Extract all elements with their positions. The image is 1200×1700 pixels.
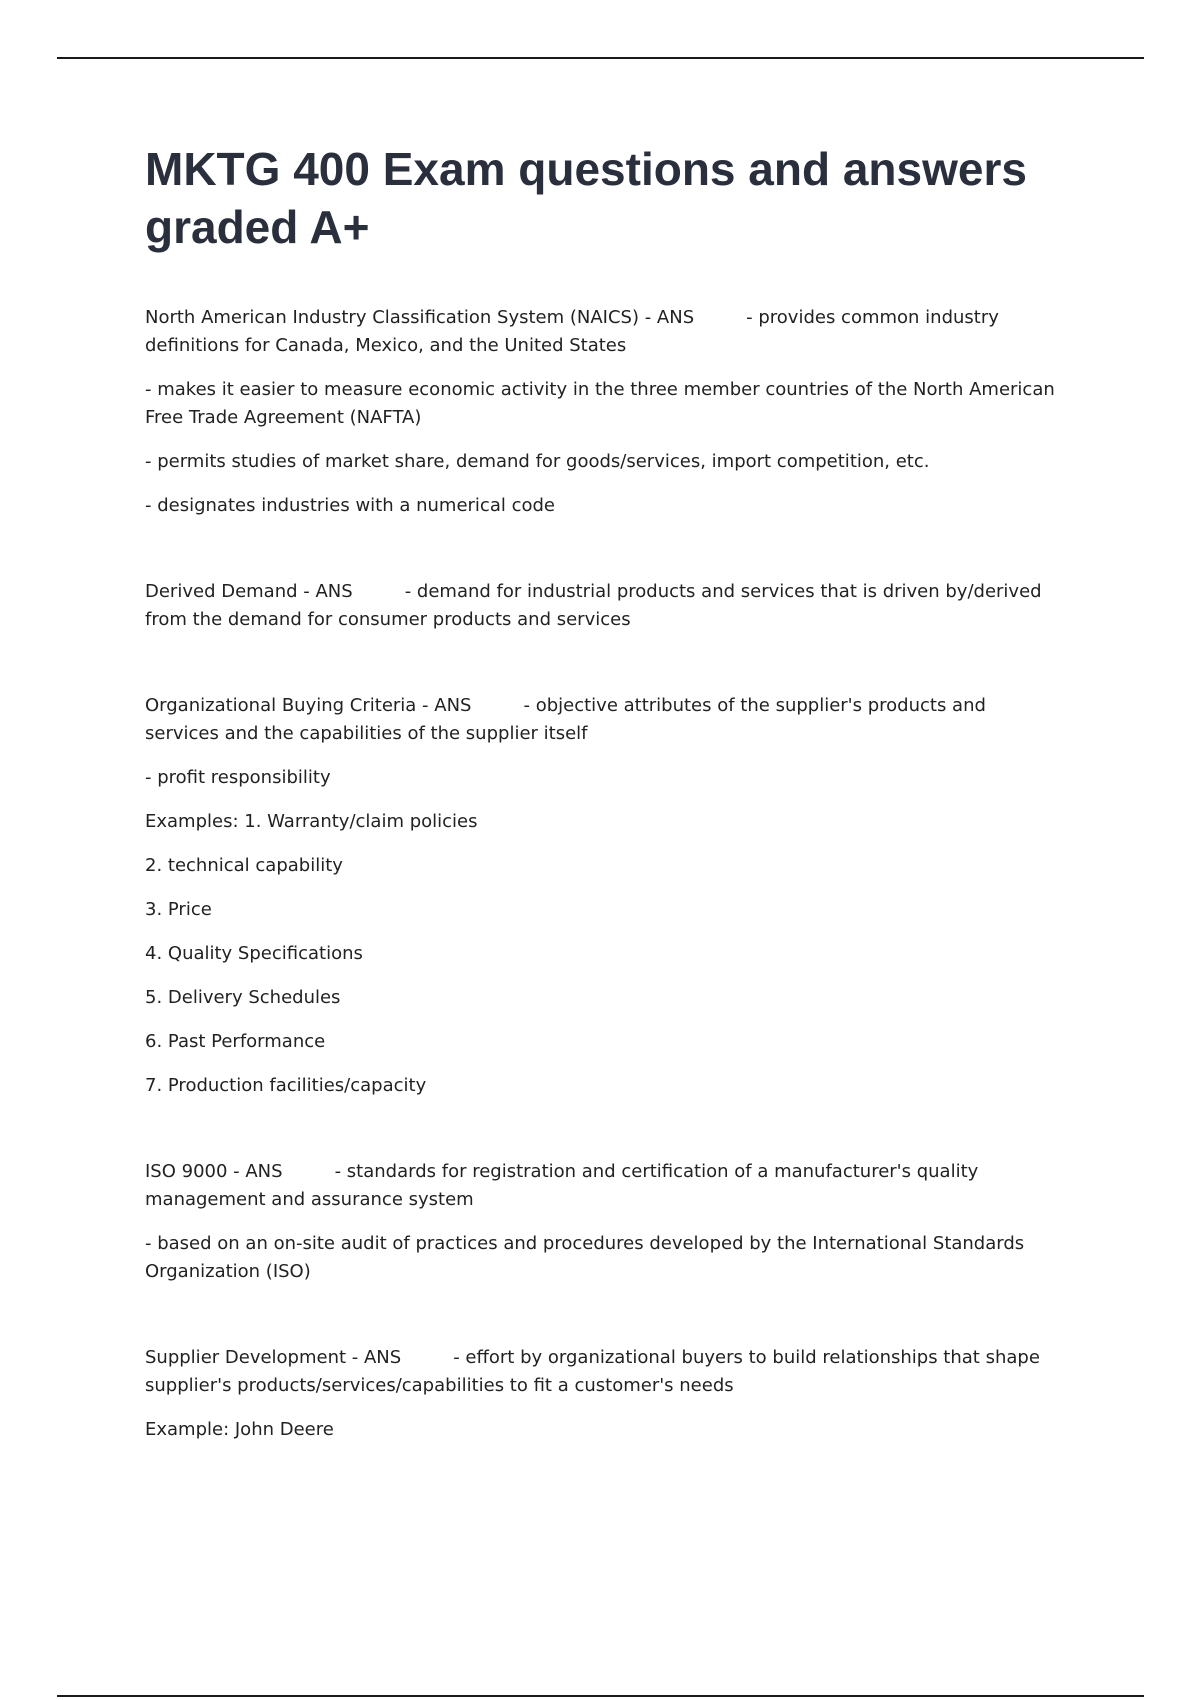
- entry-definition: - provides common industry definitions for Canada, Mexico, and the United States: [145, 307, 999, 356]
- entry-term: North American Industry Classification System (NAICS) - ANS: [145, 307, 695, 328]
- bottom-rule: [57, 1695, 1144, 1697]
- entry-term: Organizational Buying Criteria - ANS: [145, 695, 472, 716]
- entry-detail: 4. Quality Specifications: [145, 943, 363, 964]
- entry-definition: - standards for registration and certification of a manufacturer's quality management and assurance system: [145, 1161, 979, 1210]
- entry-detail: Examples: 1. Warranty/claim policies: [145, 811, 478, 832]
- entry-organizational-buying-criteria: [145, 692, 1060, 1100]
- entry-definition: - effort by organizational buyers to build relationships that shape supplier's products/services/capabilities to fit a customer's needs: [145, 1347, 1040, 1396]
- entry-detail: 3. Price: [145, 899, 212, 920]
- entry-detail: 7. Production facilities/capacity: [145, 1075, 427, 1096]
- entry-definition: - objective attributes of the supplier's products and services and the capabilities of the supplier itself: [145, 695, 986, 744]
- entry-heading: [145, 578, 1060, 634]
- entry-heading: [145, 304, 1060, 360]
- entry-term: Supplier Development - ANS: [145, 1347, 402, 1368]
- entry-iso-9000: [145, 1158, 1060, 1286]
- entry-detail: - based on an on-site audit of practices and procedures developed by the International Standards Organization (ISO): [145, 1233, 1025, 1282]
- entry-definition: - demand for industrial products and services that is driven by/derived from the demand for consumer products and services: [145, 581, 1042, 630]
- entry-detail: - permits studies of market share, demand for goods/services, import competition, etc.: [145, 451, 930, 472]
- entry-naics: [145, 304, 1060, 520]
- entry-detail: - profit responsibility: [145, 767, 331, 788]
- entry-term: ISO 9000 - ANS: [145, 1161, 283, 1182]
- entry-supplier-development: [145, 1344, 1060, 1444]
- entry-detail: 2. technical capability: [145, 855, 343, 876]
- entry-detail: - designates industries with a numerical code: [145, 495, 555, 516]
- entry-detail: - makes it easier to measure economic activity in the three member countries of the North American Free Trade Agreement (NAFTA): [145, 379, 1055, 428]
- entry-heading: [145, 692, 1060, 748]
- entry-heading: [145, 1344, 1060, 1400]
- entry-detail: 6. Past Performance: [145, 1031, 326, 1052]
- document-body: [145, 140, 1060, 1460]
- top-rule: [57, 57, 1144, 59]
- entry-detail: Example: John Deere: [145, 1419, 334, 1440]
- entry-heading: [145, 1158, 1060, 1214]
- entry-term: Derived Demand - ANS: [145, 581, 353, 602]
- entry-derived-demand: [145, 578, 1060, 634]
- document-title: MKTG 400 Exam questions and answers graded A+: [145, 143, 1027, 253]
- entry-detail: 5. Delivery Schedules: [145, 987, 341, 1008]
